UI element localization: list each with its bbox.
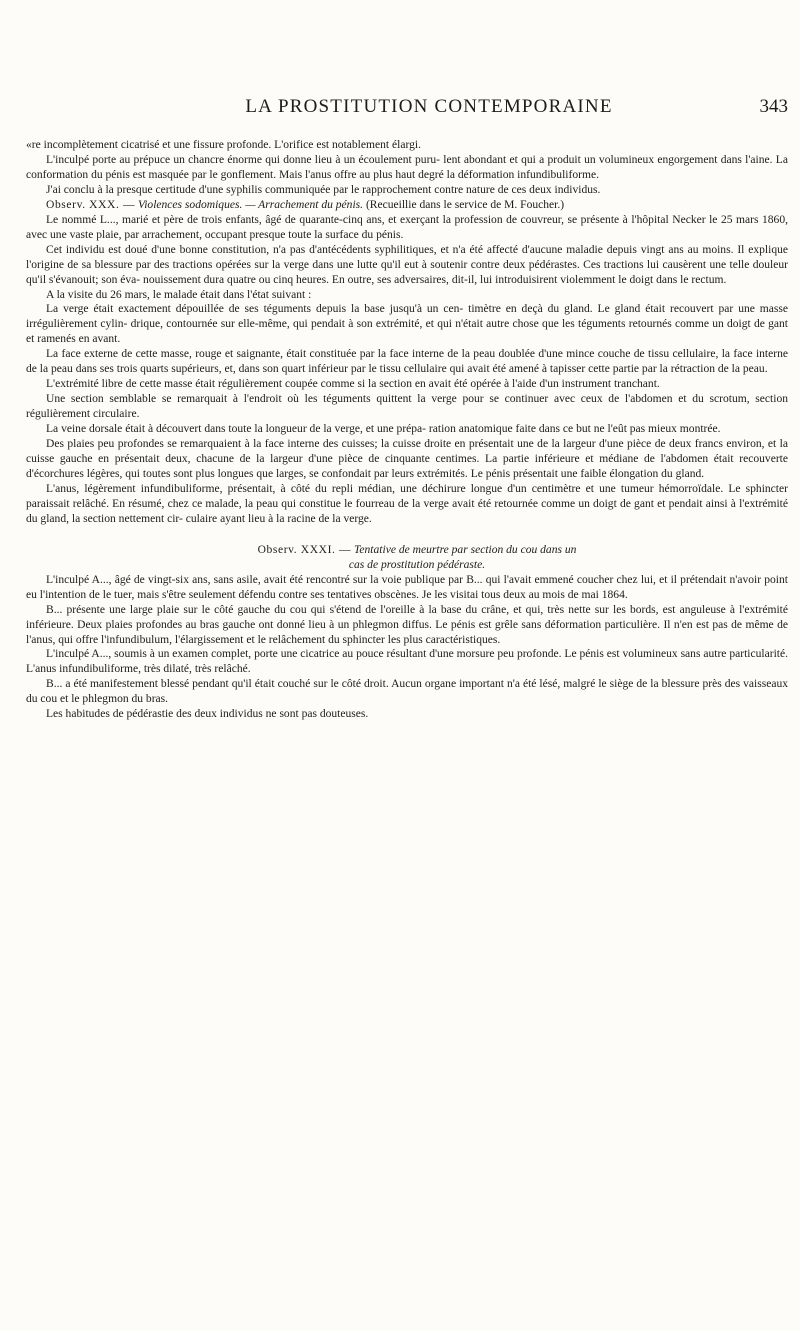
intro-paragraph-1: «re incomplètement cicatrisé et une fissure profonde. L'orifice est notablement élargi. [26, 139, 421, 151]
intro-paragraph-2: L'inculpé porte au prépuce un chancre énorme qui donne lieu à un écoulement puru- lent abondant et qui a produit un volumineux engorgement dans l'aine. La conformation du pénis est masquée par le gonflement. Mais l'anus offre au plus haut degré la déformation infundibuliforme. [26, 153, 788, 181]
observation-31-title: Tentative de meurtre par section du cou dans un [354, 543, 577, 556]
page-number: 343 [759, 96, 788, 117]
observation-30-paragraph: L'anus, légèrement infundibuliforme, présentait, à côté du repli médian, une déchirure longue d'un centimètre et une tumeur hémorroïdale. Le sphincter paraissait relâché. En résumé, chez ce malade, la peau qui constitue le fourreau de la verge avait été retournée comme un doigt de gant et pendait ainsi à l'extrémité du gland, la section nettement cir- culaire ayant lieu à la racine de la verge. [26, 482, 788, 525]
observation-31-paragraph: L'inculpé A..., soumis à un examen complet, porte une cicatrice au pouce résultant d'une morsure peu profonde. Le pénis est volumineux sans autre particularité. L'anus infundibuliforme, très dilaté, très relâché. [26, 648, 788, 676]
observation-30-paragraph: A la visite du 26 mars, le malade était dans l'état suivant : [46, 288, 312, 301]
observation-30-source: (Recueillie dans le service de M. Foucher.) [365, 198, 565, 211]
observation-30-paragraph: La verge était exactement dépouillée de ses téguments depuis la base jusqu'à un cen- timètre en deçà du gland. Le gland était recouvert par une masse irrégulièrement cylin- drique, contournée sur elle-même, qui pendait à son extrémité, et qui n'était autre chose que les téguments retournés comme un doigt de gant et ramenés en avant. [26, 303, 788, 346]
running-title: LA PROSTITUTION CONTEMPORAINE [245, 96, 613, 117]
observation-30-label: Observ. XXX. — [46, 198, 136, 211]
observation-31-paragraph: B... présente une large plaie sur le côté gauche du cou qui s'étend de l'oreille à la base du crâne, et qui, très nette sur les bords, est anguleuse à l'extrémité inférieure. Deux plaies profondes au bras gauche ont donné lieu à un phlegmon diffus. Le pénis est grêle sans déformation particulière. Il n'en est pas de même de l'anus, qui offre l'infundibulum, l'élargissement et le relâchement du sphincter les plus caractéristiques. [26, 603, 788, 646]
observation-30-paragraph: Une section semblable se remarquait à l'endroit où les téguments quittent la verge pour se continuer avec ceux de l'abdomen et du scrotum, section régulièrement circulaire. [26, 393, 788, 421]
observation-31-heading [26, 543, 788, 573]
running-head [70, 96, 788, 126]
body-text [26, 138, 788, 722]
observation-30-paragraph: La face externe de cette masse, rouge et saignante, était constituée par la face interne de la peau doublée d'une mince couche de tissu cellulaire, la face interne de la peau dans ses trois quarts supérieurs, et, dans son quart inférieur par le tissu cellulaire qui avait été amené à tapisser cette partie par la rétraction de la peau. [26, 348, 788, 376]
observation-30-heading [26, 198, 788, 213]
observation-30-paragraph: L'extrémité libre de cette masse était régulièrement coupée comme si la section en avait été opérée à l'aide d'un instrument tranchant. [46, 378, 660, 391]
observation-31-paragraph: Les habitudes de pédérastie des deux individus ne sont pas douteuses. [46, 708, 369, 721]
observation-31-label: Observ. XXXI. — [257, 543, 352, 556]
observation-30-paragraph: Des plaies peu profondes se remarquaient à la face interne des cuisses; la cuisse droite en présentait une de la largeur d'une pièce de deux francs environ, et la cuisse gauche en présentait deux, chacune de la largeur d'une pièce de cinquante centimes. La partie inférieure et médiane de l'abdomen était recouverte d'écorchures légères, qui toutes sont plus longues que larges, se confondait par leurs extrémités. Le pénis présentait une faible élongation du gland. [26, 438, 788, 480]
observation-31-paragraph: L'inculpé A..., âgé de vingt-six ans, sans asile, avait été rencontré sur la voie publique par B... qui l'avait emmené coucher chez lui, et il prétendait n'avoir point eu l'intention de le tuer, mais s'être seulement défendu contre ses tentatives obscènes. Je les visitai tous deux au mois de mai 1864. [26, 573, 788, 601]
intro-paragraph-3: J'ai conclu à la presque certitude d'une syphilis communiquée par le rapprochement contre nature de ces deux individus. [46, 183, 601, 196]
observation-30-title: Violences sodomiques. — Arrachement du pénis. [138, 198, 364, 211]
observation-31-paragraph: B... a été manifestement blessé pendant qu'il était couché sur le côté droit. Aucun organe important n'a été lésé, malgré le siège de la blessure près des vaisseaux du cou et le phlegmon du bras. [26, 678, 788, 706]
observation-30-paragraph: Cet individu est doué d'une bonne constitution, n'a pas d'antécédents syphilitiques, et n'a été affecté d'aucune maladie depuis vingt ans au moins. Il explique l'origine de sa blessure par des tractions opérées sur la verge dans une lutte qu'il eut à soutenir contre deux pédérastes. Ces tractions lui causèrent une telle douleur qu'il s'évanouit; son éva- nouissement dura quatre ou cinq heures. En outre, ses adversaires, dit-il, lui introduisirent violemment le doigt dans le rectum. [26, 243, 788, 286]
observation-31-title-continued: cas de prostitution pédéraste. [348, 558, 486, 571]
observation-30-paragraph: La veine dorsale était à découvert dans toute la longueur de la verge, et une prépa- ration anatomique faite dans ce but ne l'eût pas mieux montrée. [46, 423, 721, 436]
observation-30-paragraph: Le nommé L..., marié et père de trois enfants, âgé de quarante-cinq ans, et exerçant la profession de couvreur, se présente à l'hôpital Necker le 25 mars 1860, avec une vaste plaie, par arrachement, occupant presque toute la surface du pénis. [26, 213, 788, 241]
